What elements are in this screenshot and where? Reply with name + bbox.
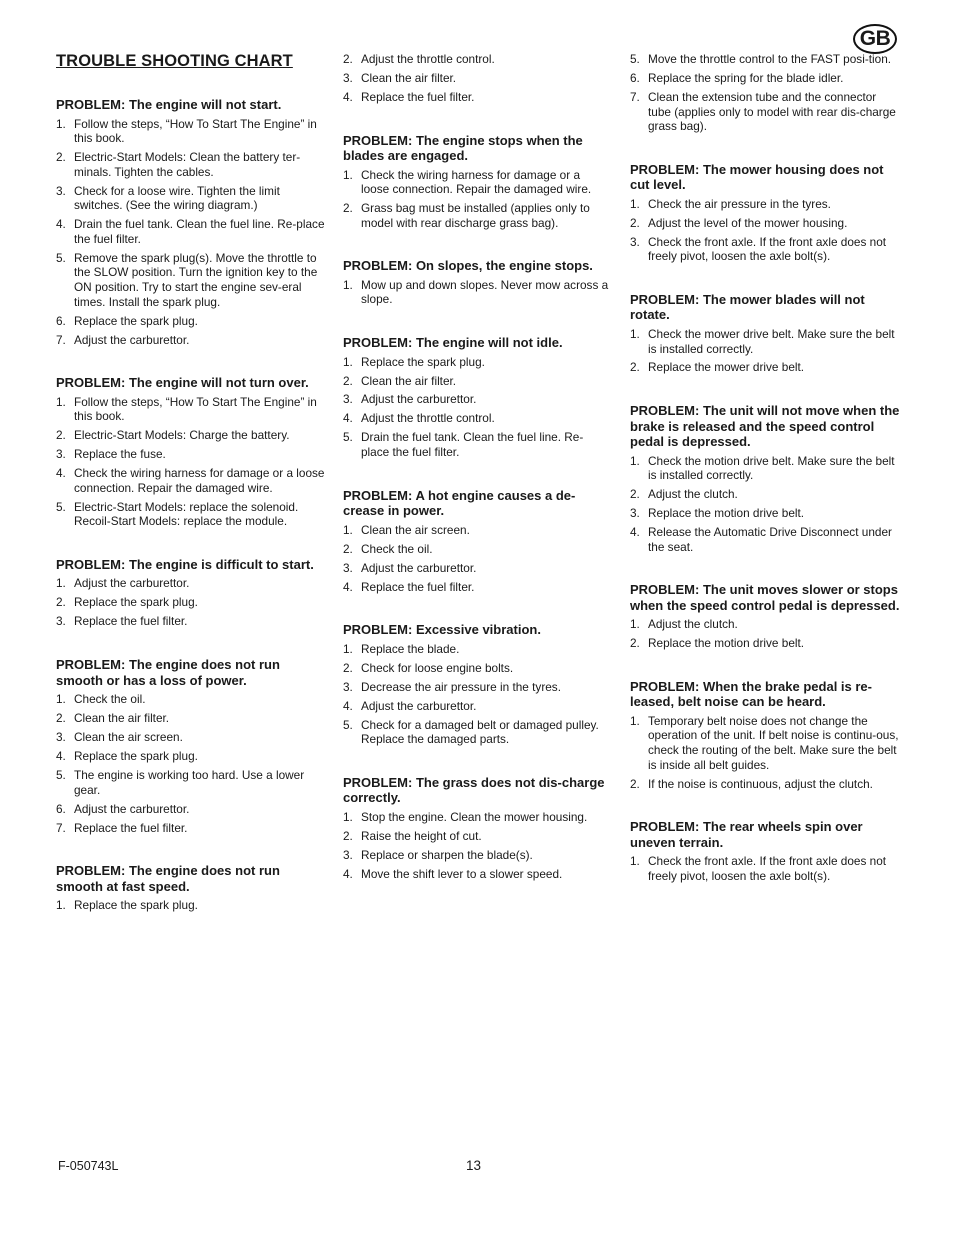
item-text: Replace or sharpen the blade(s). xyxy=(361,847,533,862)
problem-section xyxy=(630,819,902,883)
item-number: 5. xyxy=(56,250,66,265)
item-text: Check the wiring harness for damage or a loose connection. Repair the damaged wire. xyxy=(74,466,325,495)
problem-section xyxy=(630,52,902,134)
item-text: Replace the fuel filter. xyxy=(74,614,188,629)
solution-item xyxy=(343,71,611,86)
solution-item xyxy=(56,395,328,424)
solution-list xyxy=(630,454,902,555)
item-number: 2. xyxy=(343,373,353,388)
problem-heading: PROBLEM: The engine does not run smooth or has a loss of power. xyxy=(56,657,280,688)
item-text: Electric-Start Models: replace the solenoid. Recoil-Start Models: replace the module. xyxy=(74,499,299,529)
problem-heading: PROBLEM: When the brake pedal is re-leased, belt noise can be heard. xyxy=(630,678,872,710)
solution-list xyxy=(343,52,611,105)
item-number: 3. xyxy=(630,234,640,249)
solution-item xyxy=(56,314,328,329)
item-text: Adjust the clutch. xyxy=(648,487,738,502)
solution-item xyxy=(56,802,328,817)
problem-section xyxy=(343,258,611,307)
item-text: Stop the engine. Clean the mower housing. xyxy=(361,809,588,824)
solution-list xyxy=(343,168,611,231)
item-text: Replace the fuel filter. xyxy=(74,820,188,835)
page-number: 13 xyxy=(466,1158,482,1173)
solution-item xyxy=(56,150,328,179)
item-text: Check for a damaged belt or damaged pulley. Replace the damaged parts. xyxy=(361,717,599,747)
item-text: Replace the spark plug. xyxy=(74,313,198,328)
solution-list xyxy=(343,523,611,595)
solution-item xyxy=(343,392,611,407)
item-text: Clean the air filter. xyxy=(74,711,170,726)
solution-item xyxy=(630,506,902,521)
solution-item xyxy=(343,561,611,576)
solution-item xyxy=(56,692,328,707)
item-text: Adjust the level of the mower housing. xyxy=(648,215,848,230)
solution-item xyxy=(56,768,328,797)
item-text: Adjust the throttle control. xyxy=(361,411,495,426)
solution-item xyxy=(56,614,328,629)
solution-item xyxy=(630,197,902,212)
solution-list xyxy=(630,197,902,264)
solution-list xyxy=(56,576,328,629)
item-number: 2. xyxy=(343,541,353,556)
item-text: Replace the spark plug. xyxy=(74,748,198,763)
item-text: Clean the air screen. xyxy=(361,522,470,537)
item-text: Adjust the carburettor. xyxy=(361,560,477,575)
item-text: Adjust the carburettor. xyxy=(361,392,477,407)
solution-item xyxy=(343,848,611,863)
problem-heading: PROBLEM: The grass does not dis-charge correctly. xyxy=(343,774,605,806)
solution-item xyxy=(343,680,611,695)
item-text: Replace the fuel filter. xyxy=(361,89,475,104)
item-number: 2. xyxy=(56,595,66,610)
item-number: 3. xyxy=(343,847,353,862)
item-text: Decrease the air pressure in the tyres. xyxy=(361,679,561,694)
language-badge: GB xyxy=(853,24,897,54)
item-number: 4. xyxy=(56,217,66,232)
item-text: Replace the motion drive belt. xyxy=(648,636,805,651)
problem-heading: PROBLEM: The rear wheels spin over uneven terrain. xyxy=(630,819,863,850)
solution-item xyxy=(56,217,328,246)
item-text: Adjust the carburettor. xyxy=(74,801,190,816)
item-text: Check the oil. xyxy=(361,541,433,556)
item-text: Check the front axle. If the front axle does not freely pivot, loosen the axle bolt(s). xyxy=(648,234,887,264)
solution-item xyxy=(630,360,902,375)
item-text: If the noise is continuous, adjust the clutch. xyxy=(648,776,873,791)
problem-section xyxy=(343,133,611,231)
solution-item xyxy=(343,867,611,882)
item-number: 7. xyxy=(56,820,66,835)
item-number: 5. xyxy=(630,52,640,66)
item-text: Mow up and down slopes. Never mow across a slope. xyxy=(361,277,609,307)
problem-section xyxy=(630,582,902,651)
item-text: Check the oil. xyxy=(74,692,146,707)
item-number: 1. xyxy=(56,116,66,131)
item-number: 6. xyxy=(630,70,640,85)
item-text: Replace the motion drive belt. xyxy=(648,506,805,521)
solution-item xyxy=(630,617,902,632)
item-number: 3. xyxy=(343,560,353,575)
item-text: Replace the spark plug. xyxy=(74,898,198,913)
solution-item xyxy=(343,542,611,557)
item-number: 1. xyxy=(56,576,66,591)
solution-list xyxy=(56,395,328,529)
item-number: 4. xyxy=(343,89,353,104)
item-text: Raise the height of cut. xyxy=(361,828,482,843)
solution-item xyxy=(343,278,611,307)
item-number: 1. xyxy=(630,854,640,869)
solution-item xyxy=(343,523,611,538)
solution-item xyxy=(343,699,611,714)
solution-item xyxy=(630,235,902,264)
item-number: 1. xyxy=(343,167,353,182)
item-number: 2. xyxy=(56,150,66,165)
solution-list xyxy=(56,898,328,913)
item-number: 6. xyxy=(56,801,66,816)
problem-section xyxy=(630,403,902,554)
item-number: 3. xyxy=(343,70,353,85)
item-number: 6. xyxy=(56,313,66,328)
problem-section xyxy=(343,335,611,460)
item-number: 3. xyxy=(56,730,66,744)
item-number: 4. xyxy=(343,411,353,426)
item-number: 2. xyxy=(630,215,640,230)
item-number: 4. xyxy=(56,748,66,763)
solution-item xyxy=(630,636,902,651)
item-number: 4. xyxy=(630,525,640,540)
solution-item xyxy=(343,430,611,459)
solution-list xyxy=(630,854,902,883)
item-number: 1. xyxy=(630,713,640,728)
item-number: 4. xyxy=(343,866,353,881)
item-number: 5. xyxy=(343,430,353,445)
solution-item xyxy=(343,642,611,657)
item-text: Adjust the carburettor. xyxy=(74,332,190,347)
solution-list xyxy=(343,278,611,307)
item-number: 2. xyxy=(630,487,640,502)
item-text: Adjust the clutch. xyxy=(648,617,738,632)
solution-item xyxy=(56,730,328,745)
problem-section xyxy=(343,52,611,105)
solution-item xyxy=(630,71,902,86)
solution-item xyxy=(56,428,328,443)
problem-heading: PROBLEM: The engine stops when the blades are engaged. xyxy=(343,132,583,164)
item-number: 1. xyxy=(343,354,353,369)
problem-section xyxy=(630,162,902,264)
solution-item xyxy=(343,201,611,230)
item-text: The engine is working too hard. Use a lower gear. xyxy=(74,767,305,797)
item-number: 1. xyxy=(630,617,640,632)
item-number: 2. xyxy=(56,711,66,726)
item-number: 5. xyxy=(56,767,66,782)
solution-item xyxy=(56,447,328,462)
solution-item xyxy=(630,487,902,502)
item-number: 4. xyxy=(343,579,353,594)
item-text: Check the wiring harness for damage or a loose connection. Repair the damaged wire. xyxy=(361,167,592,197)
problem-section xyxy=(630,292,902,375)
item-text: Adjust the carburettor. xyxy=(74,576,190,591)
solution-list xyxy=(56,692,328,835)
item-number: 2. xyxy=(343,828,353,843)
problem-section xyxy=(56,657,328,835)
solution-item xyxy=(56,595,328,610)
page-title: TROUBLE SHOOTING CHART xyxy=(56,52,293,70)
problem-heading: PROBLEM: The unit will not move when the brake is released and the speed control pedal is depressed. xyxy=(630,403,900,450)
item-number: 3. xyxy=(630,506,640,521)
solution-list xyxy=(630,327,902,375)
solution-item xyxy=(343,374,611,389)
solution-item xyxy=(56,251,328,309)
column-2 xyxy=(343,52,611,909)
problem-section xyxy=(56,863,328,913)
solution-list xyxy=(56,117,328,348)
item-number: 5. xyxy=(56,499,66,514)
item-text: Drain the fuel tank. Clean the fuel line. Re-place the fuel filter. xyxy=(74,217,325,246)
problem-section xyxy=(56,375,328,529)
item-text: Move the shift lever to a slower speed. xyxy=(361,866,563,881)
item-number: 7. xyxy=(56,332,66,347)
item-number: 2. xyxy=(56,428,66,443)
item-text: Clean the air filter. xyxy=(361,70,457,85)
solution-item xyxy=(343,90,611,105)
problem-heading: PROBLEM: The engine will not turn over. xyxy=(56,375,309,391)
item-text: Move the throttle control to the FAST posi-tion. xyxy=(648,52,892,66)
item-number: 3. xyxy=(56,447,66,462)
problem-heading: PROBLEM: A hot engine causes a de-crease in power. xyxy=(343,487,576,519)
item-number: 1. xyxy=(630,326,640,341)
item-number: 2. xyxy=(630,776,640,791)
item-text: Check for loose engine bolts. xyxy=(361,660,514,675)
solution-item xyxy=(343,411,611,426)
problem-heading: PROBLEM: On slopes, the engine stops. xyxy=(343,258,593,274)
solution-item xyxy=(630,327,902,356)
solution-list xyxy=(630,714,902,791)
item-number: 1. xyxy=(343,277,353,292)
item-text: Replace the spring for the blade idler. xyxy=(648,70,844,85)
problem-section xyxy=(343,488,611,595)
item-text: Adjust the carburettor. xyxy=(361,698,477,713)
column-1 xyxy=(56,52,328,941)
item-text: Check the front axle. If the front axle does not freely pivot, loosen the axle bolt(s). xyxy=(648,854,887,883)
item-number: 1. xyxy=(56,394,66,409)
item-text: Replace the blade. xyxy=(361,641,460,656)
problem-heading: PROBLEM: The mower blades will not rotate. xyxy=(630,291,865,323)
item-text: Release the Automatic Drive Disconnect under the seat. xyxy=(648,525,892,554)
solution-list xyxy=(343,642,611,747)
item-text: Clean the air filter. xyxy=(361,373,457,388)
item-number: 2. xyxy=(343,201,353,216)
item-number: 3. xyxy=(56,183,66,198)
item-text: Check the motion drive belt. Make sure the belt is installed correctly. xyxy=(648,453,895,483)
item-text: Remove the spark plug(s). Move the throttle to the SLOW position. Turn the ignition key to the ON position. Try to start the engine sev-eral times. Install the spark plug. xyxy=(74,250,318,309)
problem-heading: PROBLEM: The engine will not idle. xyxy=(343,335,563,351)
problem-heading: PROBLEM: Excessive vibration. xyxy=(343,622,541,638)
solution-item xyxy=(343,661,611,676)
solution-item xyxy=(630,777,902,792)
item-number: 4. xyxy=(56,466,66,481)
item-number: 3. xyxy=(343,392,353,407)
item-number: 3. xyxy=(56,614,66,629)
problem-section xyxy=(343,775,611,882)
item-text: Replace the spark plug. xyxy=(74,595,198,610)
item-number: 7. xyxy=(630,89,640,104)
solution-item xyxy=(56,576,328,591)
item-number: 2. xyxy=(343,52,353,66)
problem-section xyxy=(56,97,328,347)
problem-section xyxy=(56,557,328,629)
item-text: Adjust the throttle control. xyxy=(361,52,495,66)
problem-heading: PROBLEM: The unit moves slower or stops when the speed control pedal is depressed. xyxy=(630,582,900,613)
solution-item xyxy=(56,898,328,913)
item-number: 1. xyxy=(630,196,640,211)
problem-section xyxy=(343,622,611,747)
solution-item xyxy=(343,580,611,595)
problem-heading: PROBLEM: The engine does not run smooth at fast speed. xyxy=(56,863,280,894)
solution-item xyxy=(56,466,328,495)
solution-item xyxy=(343,355,611,370)
solution-item xyxy=(56,821,328,836)
item-text: Replace the spark plug. xyxy=(361,354,485,369)
solution-item xyxy=(56,184,328,213)
solution-list xyxy=(630,617,902,651)
item-number: 2. xyxy=(630,360,640,375)
item-text: Check the mower drive belt. Make sure the belt is installed correctly. xyxy=(648,326,895,356)
solution-item xyxy=(56,749,328,764)
item-text: Check the air pressure in the tyres. xyxy=(648,196,831,211)
item-number: 1. xyxy=(630,453,640,468)
item-text: Electric-Start Models: Charge the battery. xyxy=(74,428,290,443)
item-text: Temporary belt noise does not change the operation of the unit. If belt noise is continu-ous, check the routing of the belt. Make sure the belt is inside all belt guides. xyxy=(648,713,899,772)
problem-section xyxy=(630,679,902,791)
item-text: Clean the extension tube and the connector tube (applies only to model with rear dis-charge grass bag). xyxy=(648,89,896,134)
item-text: Check for a loose wire. Tighten the limit switches. (See the wiring diagram.) xyxy=(74,183,280,213)
item-number: 4. xyxy=(343,698,353,713)
item-text: Follow the steps, “How To Start The Engine” in this book. xyxy=(74,394,317,424)
item-number: 1. xyxy=(56,898,66,913)
item-number: 2. xyxy=(343,660,353,675)
solution-item xyxy=(343,52,611,67)
solution-item xyxy=(56,117,328,146)
solution-list xyxy=(343,355,611,460)
item-number: 1. xyxy=(343,522,353,537)
solution-item xyxy=(343,829,611,844)
item-text: Replace the mower drive belt. xyxy=(648,360,805,375)
problem-heading: PROBLEM: The engine will not start. xyxy=(56,97,282,112)
item-text: Replace the fuse. xyxy=(74,447,166,462)
solution-list xyxy=(630,52,902,134)
item-text: Clean the air screen. xyxy=(74,730,183,744)
item-number: 1. xyxy=(343,809,353,824)
solution-item xyxy=(630,714,902,772)
solution-item xyxy=(630,525,902,554)
solution-item xyxy=(56,500,328,529)
item-text: Grass bag must be installed (applies only to model with rear discharge grass bag). xyxy=(361,201,590,230)
solution-item xyxy=(343,810,611,825)
problem-heading: PROBLEM: The engine is difficult to start. xyxy=(56,556,314,572)
problem-heading: PROBLEM: The mower housing does not cut level. xyxy=(630,161,884,193)
solution-item xyxy=(630,454,902,483)
item-number: 3. xyxy=(343,679,353,694)
item-text: Electric-Start Models: Clean the battery ter-minals. Tighten the cables. xyxy=(74,150,301,179)
item-number: 1. xyxy=(343,641,353,656)
solution-item xyxy=(630,52,902,67)
item-number: 5. xyxy=(343,717,353,732)
solution-item xyxy=(56,711,328,726)
solution-item xyxy=(630,854,902,883)
column-3 xyxy=(630,52,902,911)
item-text: Replace the fuel filter. xyxy=(361,579,475,594)
item-text: Drain the fuel tank. Clean the fuel line. Re-place the fuel filter. xyxy=(361,430,584,460)
item-number: 1. xyxy=(56,692,66,707)
solution-item xyxy=(630,90,902,134)
item-number: 2. xyxy=(630,636,640,651)
solution-item xyxy=(343,168,611,197)
solution-item xyxy=(630,216,902,231)
solution-item xyxy=(56,333,328,348)
solution-item xyxy=(343,718,611,747)
item-text: Follow the steps, “How To Start The Engine” in this book. xyxy=(74,116,317,146)
solution-list xyxy=(343,810,611,882)
document-code: F-050743L xyxy=(58,1159,119,1173)
